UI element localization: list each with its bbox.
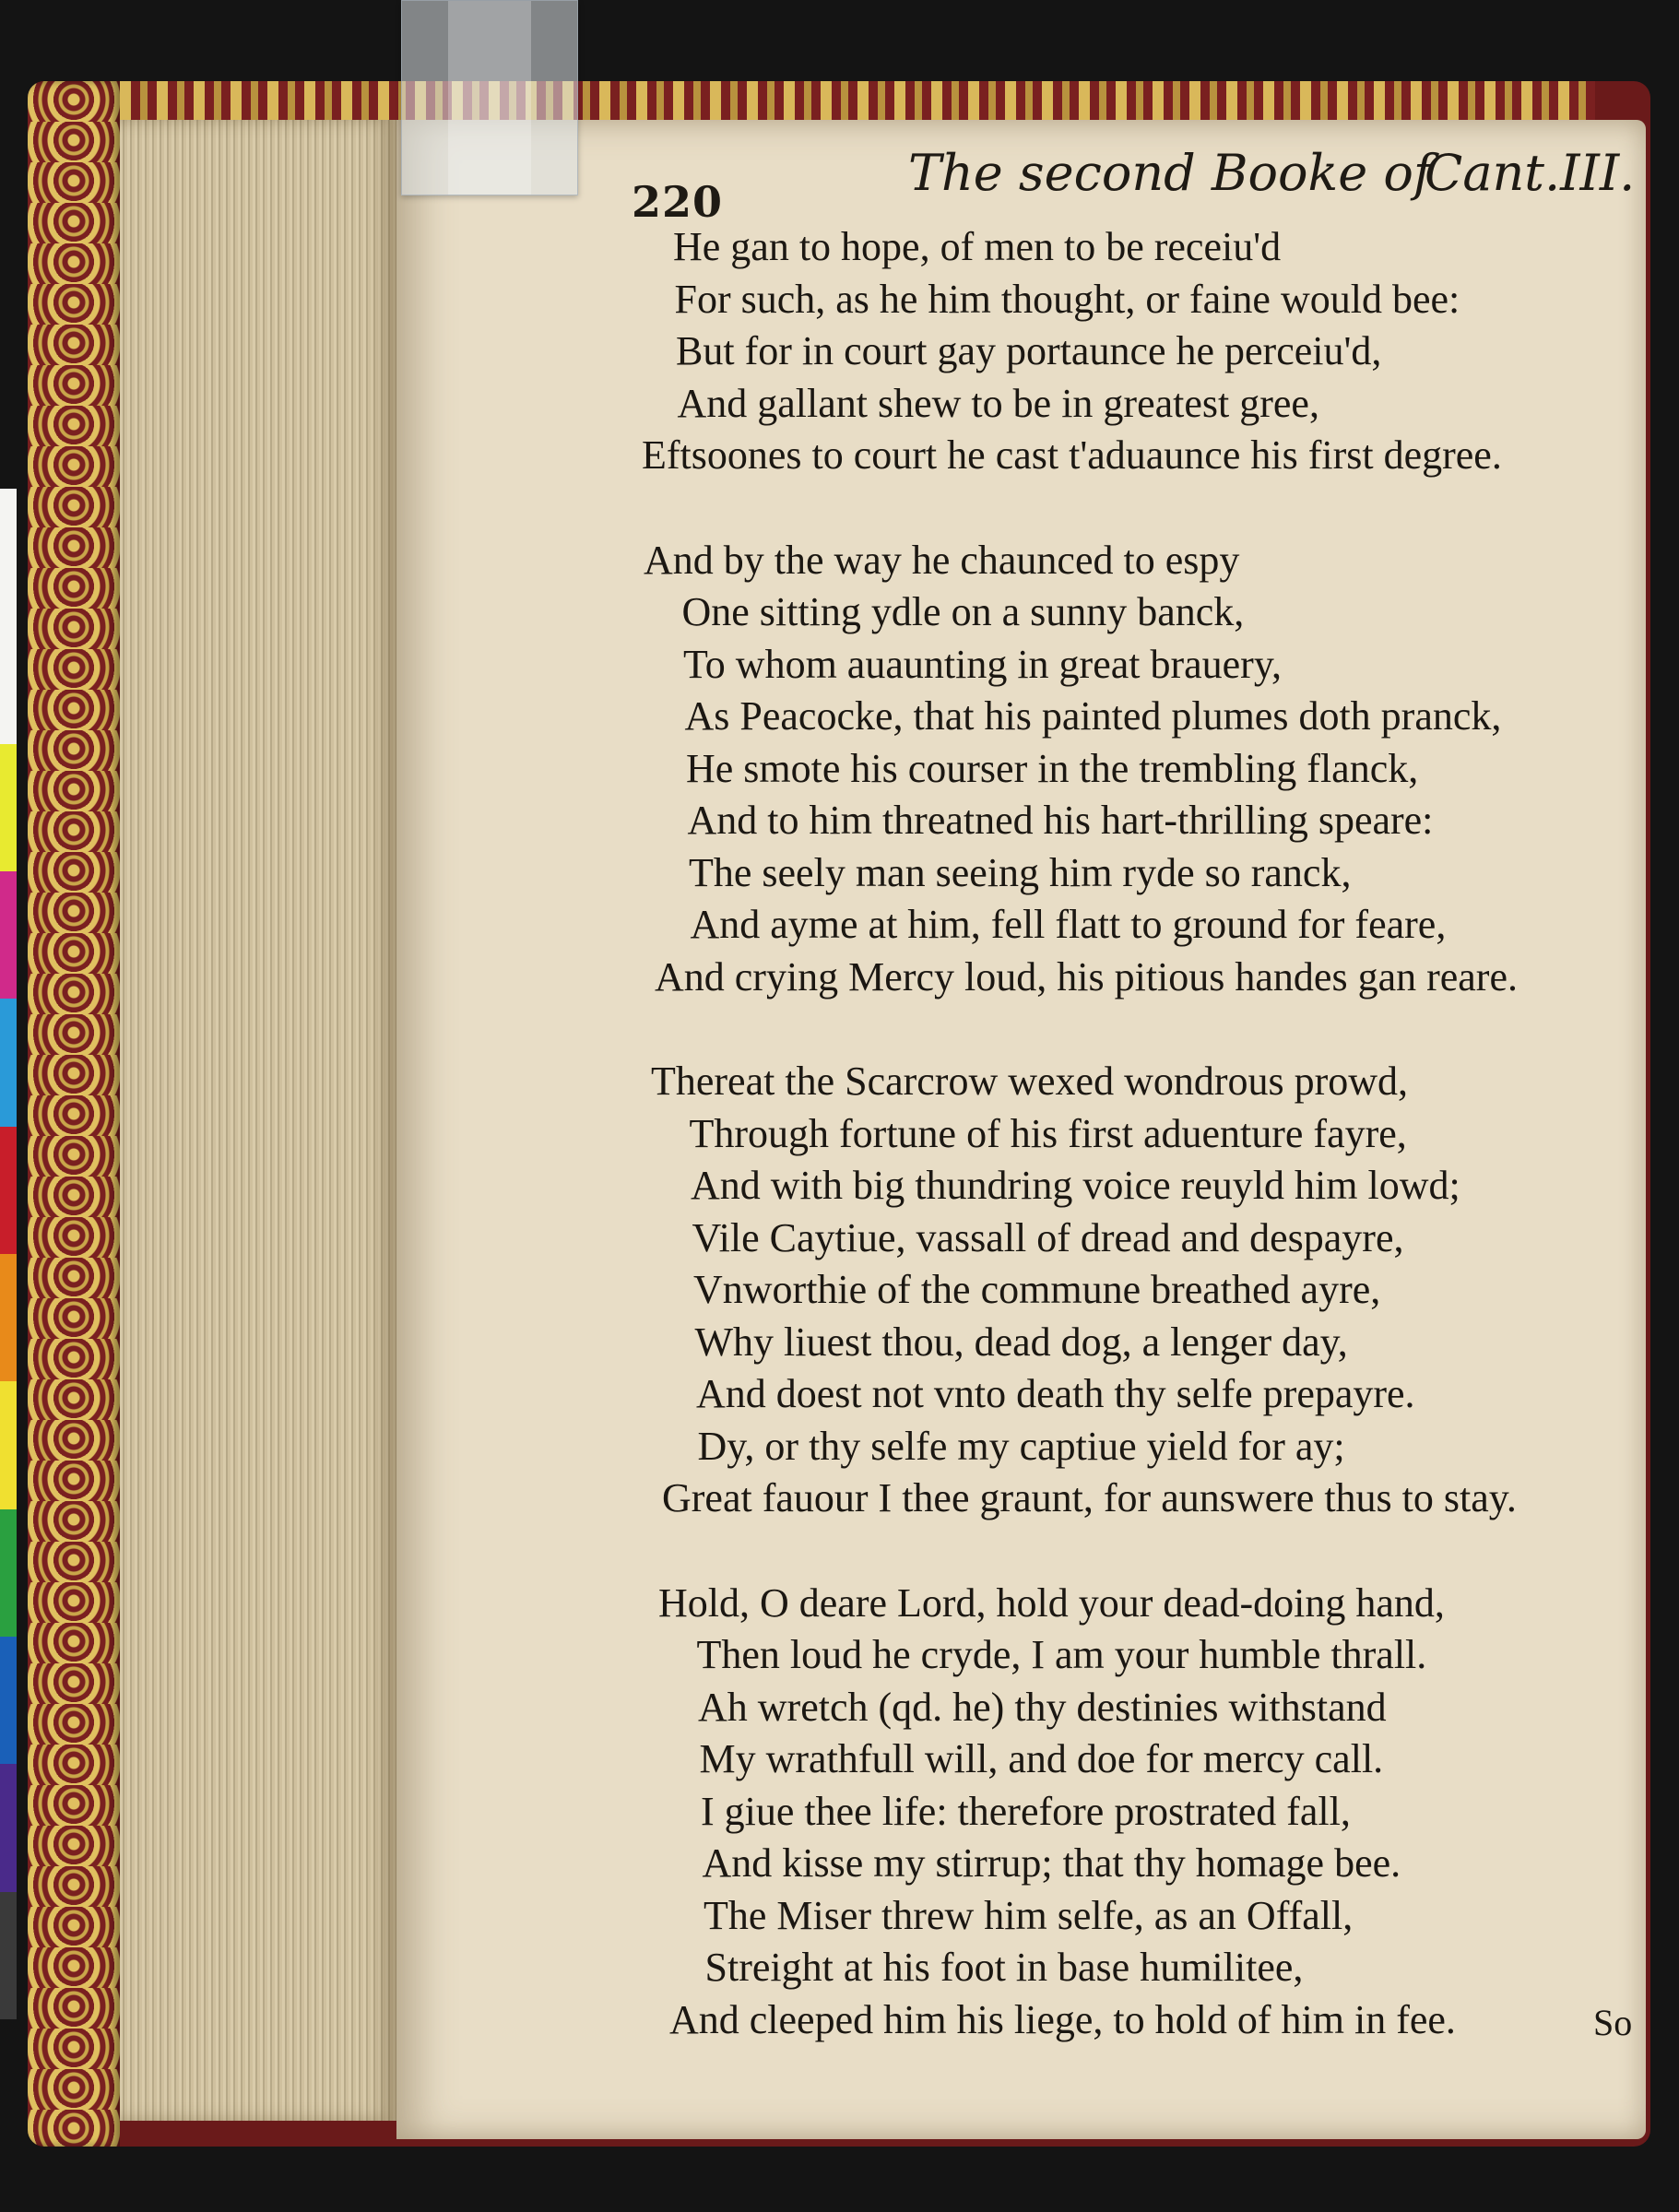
page-fore-edge <box>120 120 396 2121</box>
verse-line: I giue thee life: therefore prostrated fall, <box>701 1788 1351 1834</box>
verse-line: Streight at his foot in base humilitee, <box>704 1945 1304 1990</box>
verse-line: And gallant shew to be in greatest gree, <box>677 380 1319 426</box>
color-patch <box>0 1637 17 1764</box>
verse-line: Great fauour I thee graunt, for aunswere thus to stay. <box>662 1475 1517 1520</box>
color-patch <box>0 1254 17 1381</box>
verse-line: But for in court gay portaunce he perceiu'd, <box>676 328 1382 373</box>
verse-line: Hold, O deare Lord, hold your dead-doing hand, <box>658 1579 1445 1626</box>
verse-line: And with big thundring voice reuyld him lowd; <box>691 1163 1460 1208</box>
verse-line: And by the way he chaunced to espy <box>644 537 1240 583</box>
color-patch <box>0 1892 17 2019</box>
color-patch <box>0 616 17 743</box>
canto-label: Cant.III. <box>1425 144 1636 202</box>
verse-line: As Peacocke, that his painted plumes doth pranck, <box>684 693 1502 739</box>
verse-line: He gan to hope, of men to be receiu'd <box>673 224 1282 269</box>
catchword: So <box>1593 2002 1633 2043</box>
verse-line: Eftsoones to court he cast t'aduaunce his first degree. <box>642 432 1502 478</box>
verse-line: Vile Caytiue, vassall of dread and despayre, <box>692 1214 1404 1260</box>
color-patch <box>0 1127 17 1254</box>
verse-line: One sitting ydle on a sunny banck, <box>681 589 1245 634</box>
color-calibration-strip <box>0 489 17 2019</box>
verse-line: For such, as he him thought, or faine would bee: <box>674 276 1460 322</box>
color-patch <box>0 1764 17 1891</box>
verse-line: To whom auaunting in great brauery, <box>683 641 1282 687</box>
gilt-border <box>28 81 120 2147</box>
color-patch <box>0 871 17 999</box>
color-patch <box>0 1381 17 1508</box>
running-header <box>632 138 1636 227</box>
verse-line: My wrathfull will, and doe for mercy call. <box>699 1736 1384 1781</box>
verse-line: And kisse my stirrup; that thy homage bee. <box>702 1840 1401 1886</box>
verse-line: Ah wretch (qd. he) thy destinies withstand <box>698 1684 1387 1730</box>
running-title: The second Booke of <box>908 144 1432 202</box>
verse-line: And cleeped him his liege, to hold of him in fee. <box>669 1996 1456 2042</box>
verse-line: And crying Mercy loud, his pitious handes gan reare. <box>655 953 1518 1000</box>
gilt-top-edge <box>120 81 1595 120</box>
color-patch <box>0 999 17 1126</box>
verse-line: Thereat the Scarcrow wexed wondrous prowd, <box>651 1059 1409 1104</box>
verse-line: And to him threatned his hart-thrilling speare: <box>687 798 1434 843</box>
color-patch <box>0 1509 17 1637</box>
verse-line: Why liuest thou, dead dog, a lenger day, <box>694 1319 1348 1365</box>
verse-line: He smote his courser in the trembling flanck, <box>686 745 1419 791</box>
page-number: 220 <box>632 177 724 227</box>
verse-line: Vnworthie of the commune breathed ayre, <box>693 1267 1381 1312</box>
verse-line: Through fortune of his first aduenture fayre, <box>689 1110 1407 1156</box>
color-patch <box>0 744 17 871</box>
color-patch <box>0 489 17 616</box>
verse-line: And ayme at him, fell flatt to ground for feare, <box>690 902 1447 947</box>
verse-line: The Miser threw him selfe, as an Offall, <box>704 1892 1354 1938</box>
verse-line: Dy, or thy selfe my captiue yield for ay; <box>697 1423 1345 1469</box>
verse-line: The seely man seeing him ryde so ranck, <box>689 849 1352 895</box>
verse-line: Then loud he cryde, I am your humble thrall. <box>696 1632 1427 1677</box>
page-marker-tab <box>401 0 578 195</box>
verse-line: And doest not vnto death thy selfe prepayre. <box>696 1371 1415 1416</box>
